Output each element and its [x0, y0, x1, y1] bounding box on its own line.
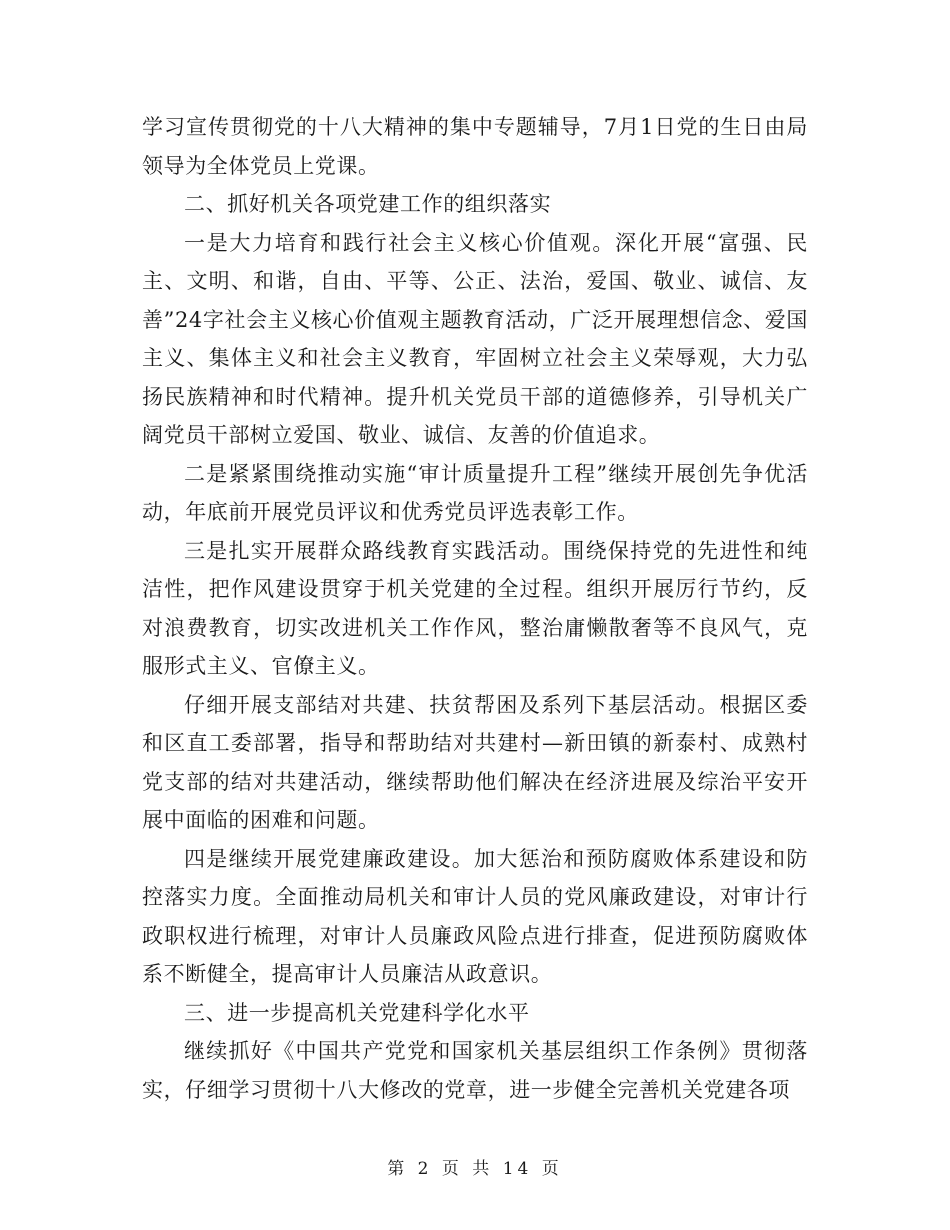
paragraph-audit-quality: 二是紧紧围绕推动实施“审计质量提升工程”继续开展创先争优活动，年底前开展党员评议和优秀党员评选表彰工作。	[142, 461, 808, 524]
paragraph-branch-pairing: 仔细开展支部结对共建、扶贫帮困及系列下基层活动。根据区委和区直工委部署，指导和帮助结对共建村—新田镇的新泰村、成熟村党支部的结对共建活动，继续帮助他们解决在经济进展及综治平安开展中面临的困难和问题。	[142, 692, 808, 832]
section-heading-3: 三、进一步提高机关党建科学化水平	[184, 1000, 530, 1025]
section-heading-2: 二、抓好机关各项党建工作的组织落实	[184, 192, 552, 216]
paragraph-clean-government: 四是继续开展党建廉政建设。加大惩治和预防腐败体系建设和防控落实力度。全面推动局机关和审计人员的党风廉政建设，对审计行政职权进行梳理，对审计人员廉政风险点进行排查，促进预防腐败体系不断健全，提高审计人员廉洁从政意识。	[142, 846, 808, 986]
paragraph-core-values: 一是大力培育和践行社会主义核心价值观。深化开展“富强、民主、文明、和谐，自由、平等、公正、法治，爱国、敬业、诚信、友善”24字社会主义核心价值观主题教育活动，广泛开展理想信念、爱国主义、集体主义和社会主义教育，牢固树立社会主义荣辱观，大力弘扬民族精神和时代精神。提升机关党员干部的道德修养，引导机关广阔党员干部树立爱国、敬业、诚信、友善的价值追求。	[142, 230, 808, 447]
paragraph-mass-line: 三是扎实开展群众路线教育实践活动。围绕保持党的先进性和纯洁性，把作风建设贯穿于机关党建的全过程。组织开展厉行节约，反对浪费教育，切实改进机关工作作风，整治庸懒散奢等不良风气，克服形式主义、官僚主义。	[142, 538, 808, 678]
document-body	[142, 108, 808, 1109]
page-number-footer: 第 2 页 共 14 页	[387, 1159, 563, 1179]
paragraph-continuation: 学习宣传贯彻党的十八大精神的集中专题辅导，7月1日党的生日由局领导为全体党员上党课。	[142, 115, 808, 178]
paragraph-regulations: 继续抓好《中国共产党党和国家机关基层组织工作条例》贯彻落实，仔细学习贯彻十八大修改的党章，进一步健全完善机关党建各项	[142, 1039, 808, 1102]
